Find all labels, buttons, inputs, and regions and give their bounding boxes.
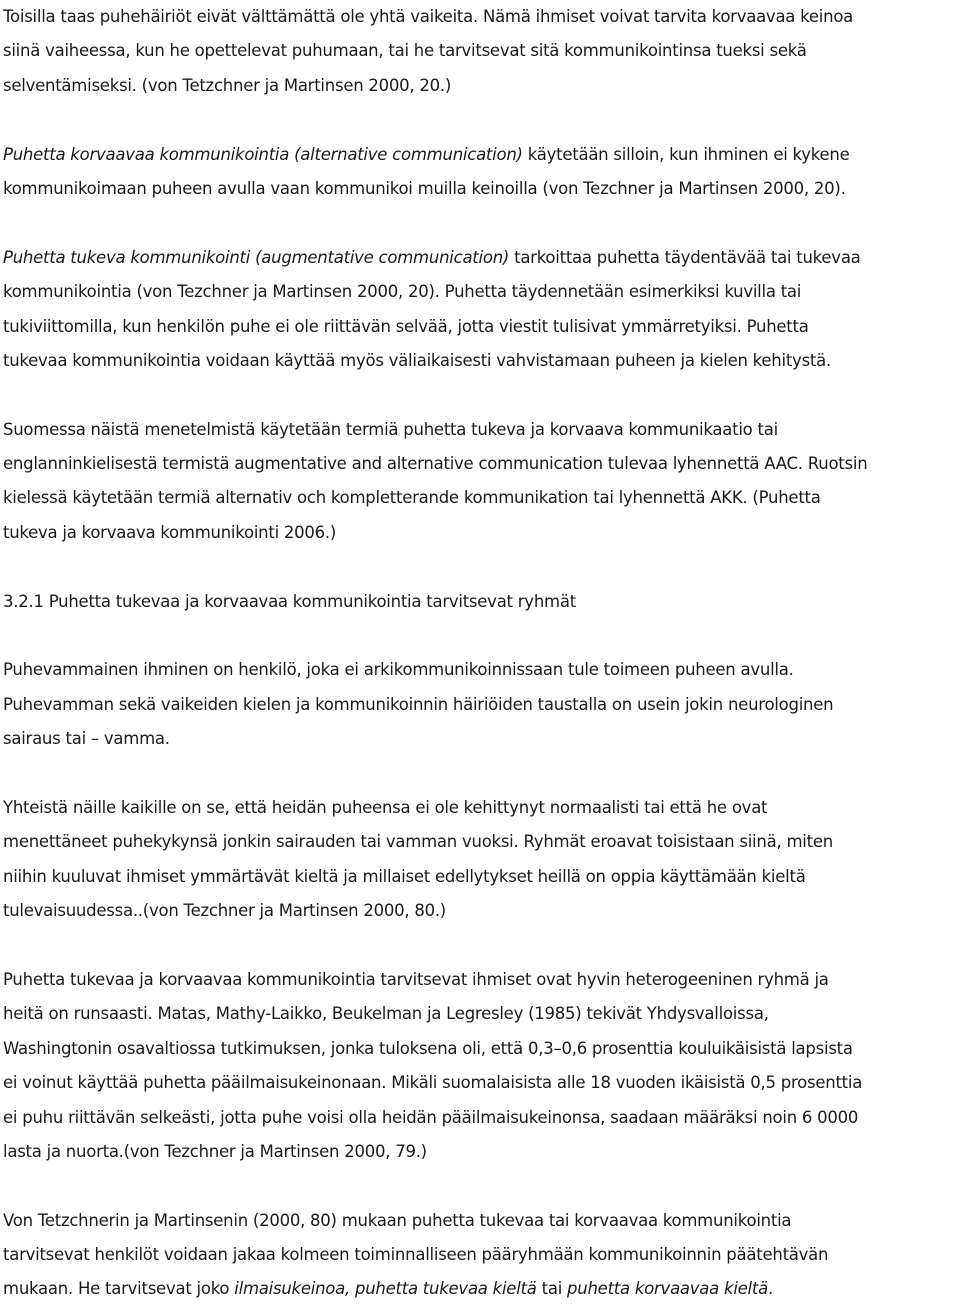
text-run: kommunikointia (von Tezchner ja Martinsen 2000, 20). Puhetta täydennetään esimerkiksi kuvilla tai [3,282,802,302]
text-run: mukaan. He tarvitsevat joko [3,1279,235,1299]
paragraph [3,653,957,756]
text-run: tarvitsevat henkilöt voidaan jakaa kolmeen toiminnalliseen pääryhmään kommunikoinnin päätehtävän [3,1245,829,1265]
text-line [3,1066,957,1100]
text-line [3,241,957,275]
text-line [3,69,957,103]
text-line [3,172,957,206]
text-line [3,1238,957,1272]
text-run: lasta ja nuorta.(von Tezchner ja Martinsen 2000, 79.) [3,1141,427,1161]
italic-text: Puhetta tukeva kommunikointi (augmentative communication) [3,247,510,267]
text-line [3,138,957,172]
text-run: ei puhu riittävän selkeästi, jotta puhe voisi olla heidän pääilmaisukeinonsa, saadaan määräksi noin 6 0000 [3,1107,859,1127]
text-run: tai [536,1279,568,1299]
text-run: niihin kuuluvat ihmiset ymmärtävät kieltä ja millaiset edellytykset heillä on oppia käyttämään kieltä [3,866,806,886]
paragraph-gap [3,619,957,653]
text-line [3,1101,957,1135]
section-heading [3,585,957,619]
text-line [3,722,957,756]
text-run: menettäneet puhekykynsä jonkin sairauden tai vamman vuoksi. Ryhmät eroavat toisistaan siinä, miten [3,832,833,852]
paragraph [3,138,957,207]
text-run: Puhetta tukevaa ja korvaavaa kommunikointia tarvitsevat ihmiset ovat hyvin heterogeeninen ryhmä ja [3,969,829,989]
text-line [3,1135,957,1169]
paragraph [3,241,957,379]
text-run: tarkoittaa puhetta täydentävää tai tukevaa [509,247,861,267]
text-run: Toisilla taas puhehäiriöt eivät välttämättä ole yhtä vaikeita. Nämä ihmiset voivat tarvita korvaavaa keinoa [3,7,854,26]
paragraph-gap [3,1169,957,1203]
text-run: . [767,1279,773,1299]
text-run: sairaus tai – vamma. [3,729,170,749]
paragraph [3,963,957,1169]
text-line [3,688,957,722]
text-line [3,860,957,894]
text-line [3,894,957,928]
text-line [3,585,957,619]
paragraph [3,0,957,103]
text-run: heitä on runsaasti. Matas, Mathy-Laikko, Beukelman ja Legresley (1985) tekivät Yhdysvalloissa, [3,1004,769,1024]
text-run: kielessä käytetään termiä alternativ och kompletterande kommunikation tai lyhennettä AKK. (Puhetta [3,488,821,508]
text-line [3,34,957,68]
text-line [3,481,957,515]
text-line [3,310,957,344]
paragraph-gap [3,103,957,137]
text-line [3,275,957,309]
italic-text: puhetta korvaavaa kieltä [567,1279,768,1299]
text-run: tukevaa kommunikointia voidaan käyttää myös väliaikaisesti vahvistamaan puheen ja kielen kehitystä. [3,350,831,370]
paragraph-gap [3,206,957,240]
text-run: Yhteistä näille kaikille on se, että heidän puheensa ei ole kehittynyt normaalisti tai että he ovat [3,797,768,817]
text-run: ei voinut käyttää puhetta pääilmaisukeinonaan. Mikäli suomalaisista alle 18 vuoden ikäisistä 0,5 prosenttia [3,1073,863,1093]
text-line [3,413,957,447]
text-line [3,1272,957,1306]
text-run: Puhevamman sekä vaikeiden kielen ja kommunikoinnin häiriöiden taustalla on usein jokin neurologinen [3,694,834,714]
text-line [3,963,957,997]
paragraph [3,1204,957,1307]
text-line [3,1204,957,1238]
text-line [3,516,957,550]
text-run: kommunikoimaan puheen avulla vaan kommunikoi muilla keinoilla (von Tezchner ja Martinsen 2000, 20). [3,178,846,198]
text-run: tulevaisuudessa..(von Tezchner ja Martinsen 2000, 80.) [3,901,446,921]
text-run: 3.2.1 Puhetta tukevaa ja korvaavaa kommunikointia tarvitsevat ryhmät [3,591,576,611]
italic-text: ilmaisukeinoa, puhetta tukevaa kieltä [234,1279,537,1299]
text-run: Suomessa näistä menetelmistä käytetään termiä puhetta tukeva ja korvaava kommunikaatio tai [3,419,778,439]
paragraph-gap [3,550,957,584]
paragraph-gap [3,929,957,963]
paragraph [3,413,957,551]
document-page [3,0,957,1307]
paragraph [3,791,957,929]
text-run: siinä vaiheessa, kun he opettelevat puhumaan, tai he tarvitsevat sitä kommunikointinsa tueksi sekä [3,41,807,61]
text-line [3,825,957,859]
text-run: tukiviittomilla, kun henkilön puhe ei ole riittävän selvää, jotta viestit tulisivat ymmärretyiksi. Puhetta [3,316,809,336]
text-line [3,344,957,378]
text-run: englanninkielisestä termistä augmentative and alternative communication tulevaa lyhennettä AAC. Ruotsin [3,454,868,474]
text-line [3,1032,957,1066]
text-line [3,447,957,481]
text-line [3,791,957,825]
text-line [3,0,957,34]
italic-text: Puhetta korvaavaa kommunikointia (alternative communication) [3,144,523,164]
text-run: Von Tetzchnerin ja Martinsenin (2000, 80) mukaan puhetta tukevaa tai korvaavaa kommunikointia [3,1210,792,1230]
text-line [3,653,957,687]
text-run: käytetään silloin, kun ihminen ei kykene [522,144,850,164]
text-run: Puhevammainen ihminen on henkilö, joka ei arkikommunikoinnissaan tule toimeen puheen avulla. [3,660,794,680]
text-line [3,997,957,1031]
text-run: selventämiseksi. (von Tetzchner ja Martinsen 2000, 20.) [3,75,452,95]
paragraph-gap [3,757,957,791]
paragraph-gap [3,378,957,412]
text-run: Washingtonin osavaltiossa tutkimuksen, jonka tuloksena oli, että 0,3–0,6 prosenttia kouluikäisistä lapsista [3,1038,853,1058]
text-run: tukeva ja korvaava kommunikointi 2006.) [3,522,337,542]
